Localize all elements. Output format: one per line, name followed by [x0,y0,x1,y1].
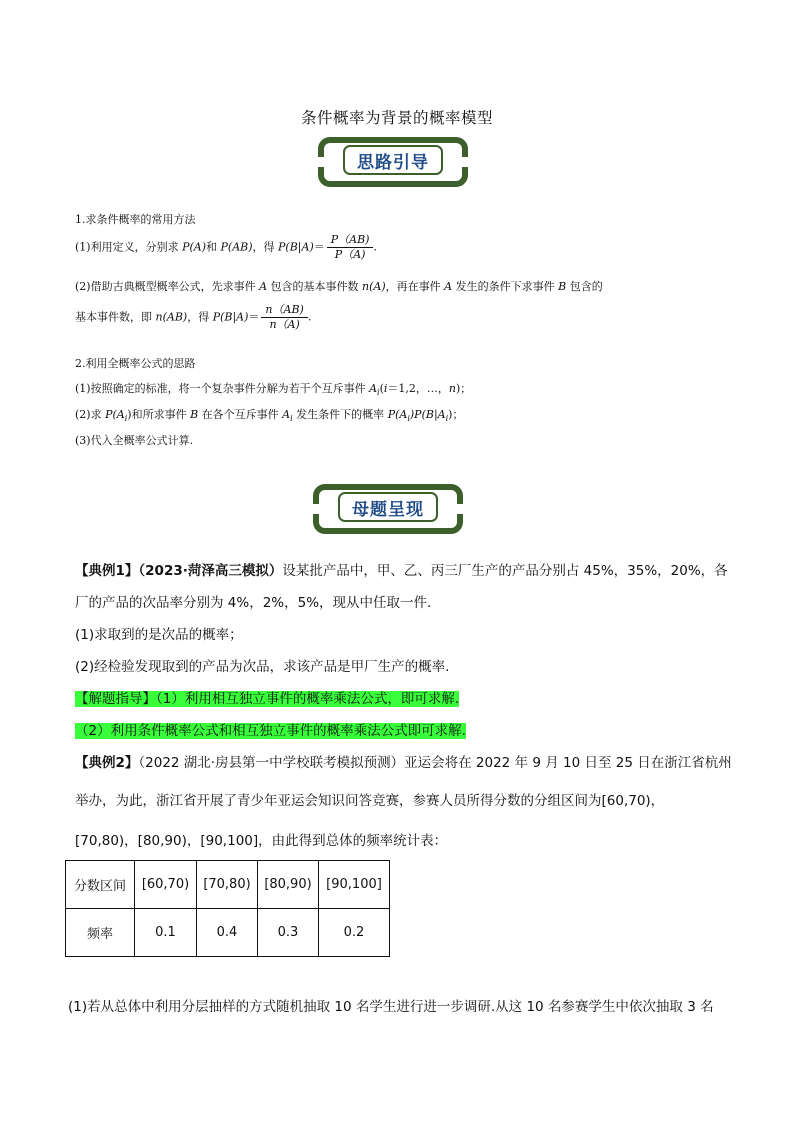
example1-hint-2: （2）利用条件概率公式和相互独立事件的概率乘法公式即可求解. [75,723,466,739]
example1-question-1: (1)求取到的是次品的概率； [75,627,243,643]
example1-line-2: 厂的产品的次品率分别为 4%，2%，5%，现从中任取一件. [75,595,432,611]
step-line-2: (2)求 $P(A_i)$和所求事件 B 在各个互斥事件 $A_i$ 发生条件下的概率 $P(A_i)P(B|A_i)$； [75,408,464,424]
table-header-cell: [60,70) [135,861,197,909]
table-header-cell: [80,90) [258,861,319,909]
table-cell: 0.2 [319,909,390,957]
badge-inner [343,145,443,175]
example1-question-2: (2)经检验发现取到的产品为次品，求该产品是甲厂生产的概率. [75,659,450,675]
table-cell: 频率 [66,909,135,957]
table-header-row [66,861,390,909]
badge-notch-left [316,157,326,167]
fraction-nab-over-na: $\frac{n(AB)}{n(A)}$ [261,303,307,332]
badge-notch-right [455,504,465,514]
method-line-2a: (2)借助古典概型概率公式，先求事件 A 包含的基本事件数 n(A)，再在事件 A 发生的条件下求事件 B 包含的 [75,280,603,293]
table-cell: 0.1 [135,909,197,957]
table-header-cell: 分数区间 [66,861,135,909]
methods-heading-2: 2.利用全概率公式的思路 [75,357,196,370]
table-row [66,909,390,957]
method-line-1: (1)利用定义，分别求 P(A)和 P(AB)，得 P(B|A)＝ $\frac{P(AB)}{P(A)}$ . [75,233,377,261]
example2-tag: 【典例2】 [75,755,139,771]
example2-line-1: 【典例2】（2022 湖北·房县第一中学校联考模拟预测）亚运会将在 2022 年 9 月 10 日至 25 日在浙江省杭州 [75,755,732,771]
frequency-table [65,860,390,957]
badge-inner [338,492,438,522]
section-badge-guidance [318,137,468,187]
step-line-3: (3)代入全概率公式计算. [75,434,194,447]
table-header-cell: [90,100] [319,861,390,909]
example2-line-2: 举办，为此，浙江省开展了青少年亚运会知识问答竞赛，参赛人员所得分数的分组区间为[60,70)， [75,793,665,809]
example1-line-1: 【典例1】（2023·菏泽高三模拟）设某批产品中，甲、乙、丙三厂生产的产品分别占 45%，35%，20%，各 [75,563,728,579]
table-cell: 0.4 [197,909,258,957]
badge-notch-left [311,504,321,514]
example2-line-3: [70,80)，[80,90)，[90,100]，由此得到总体的频率统计表： [75,833,448,849]
badge-label: 思路引导 [357,152,429,173]
methods-heading-1: 1.求条件概率的常用方法 [75,213,196,226]
section-badge-problems [313,484,463,534]
fraction-pab-over-pa: $\frac{P(AB)}{P(A)}$ [327,233,374,262]
example1-source: （2023·菏泽高三模拟） [138,563,283,579]
table-header-cell: [70,80) [197,861,258,909]
page-title: 条件概率为背景的概率模型 [300,109,493,127]
example2-question-1: (1)若从总体中利用分层抽样的方式随机抽取 10 名学生进行进一步调研.从这 10 名参赛学生中依次抽取 3 名 [68,999,714,1015]
badge-label: 母题呈现 [352,499,424,520]
example1-hint-1: 【解题指导】（1）利用相互独立事件的概率乘法公式，即可求解. [75,691,460,707]
example1-tag: 【典例1】 [75,563,139,579]
table-cell: 0.3 [258,909,319,957]
method-line-2b: 基本事件数，即 n(AB)，得 P(B|A)＝ $\frac{n(AB)}{n(A)}$ . [75,303,312,331]
step-line-1: (1)按照确定的标准，将一个复杂事件分解为若干个互斥事件 $A_i(i=1,2$，…，n)； [75,382,472,398]
badge-notch-right [460,157,470,167]
